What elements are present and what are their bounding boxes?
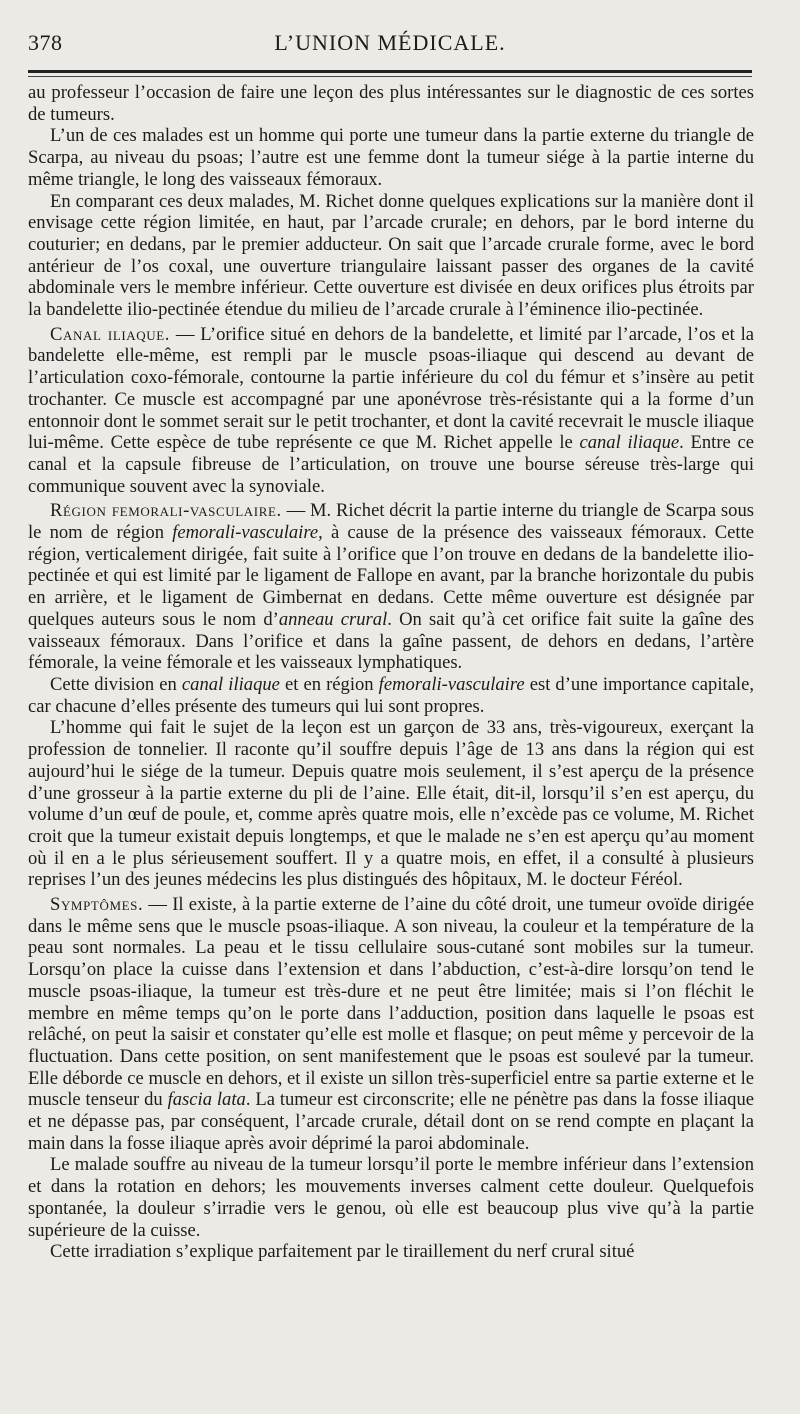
text-run: est d’une importance capitale, car chacune d’elles présente des tumeurs qui lui sont propres. <box>28 673 754 717</box>
text-run: . La tumeur est circonscrite; elle ne pénètre pas dans la fosse iliaque et ne dépasse pas, par conséquent, l’arcade crurale, détail dont on se rend compte en plaçant la main dans la fosse iliaque après avoir déprimé la paroi abdominale. <box>28 1089 754 1154</box>
paragraph-canal-iliaque <box>28 324 754 498</box>
page-number: 378 <box>28 30 63 55</box>
paragraph-continuation: au professeur l’occasion de faire une leçon des plus intéressantes sur le diagnostic de ces sortes de tumeurs. <box>28 82 754 125</box>
paragraph-case-history: L’homme qui fait le sujet de la leçon est un garçon de 33 ans, très-vigoureux, exerçant la profession de tonnelier. Il raconte qu’il souffre depuis l’âge de 13 ans dans la région qui est aujourd’hui le siége de la tumeur. Depuis quatre mois seulement, il s’est aperçu de la présence d’une grosseur à la partie externe du pli de l’aine. Elle était, dit-il, lorsqu’il s’en est aperçu, du volume d’un œuf de poule, et, comme après quatre mois, elle n’excède pas ce volume, M. Richet croit que la tumeur existait depuis longtemps, et que le malade ne s’en est aperçu qu’au moment où il en a le plus sérieusement souffert. Il y a quatre mois, en effet, il a consulté à plusieurs reprises l’un des jeunes médecins les plus distingués des hôpitaux, M. le docteur Féréol. <box>28 717 754 891</box>
paragraph-region-femorali <box>28 500 754 674</box>
header-rule <box>28 70 752 73</box>
text-run: Cette division en <box>50 673 182 695</box>
text-run: — L’orifice situé en dehors de la bandelette, et limité par l’arcade, l’os et la bandelette elle-même, est rempli par le muscle psoas-iliaque qui descend au devant de l’articulation coxo-fémorale, contourne la partie inférieure du col du fémur et s’insère au petit trochanter. Ce muscle est accompagné par une aponévrose très-résistante qui a la forme d’un entonnoir dont le sommet serait sur le petit trochanter, et dont la cavité recevrait le muscle iliaque lui-même. Cette espèce de tube représente ce que M. Richet appelle le <box>28 323 754 454</box>
section-heading-region-femorali: Région femorali-vasculaire. <box>50 500 282 522</box>
italic-term: canal iliaque <box>181 673 280 695</box>
text-run: — M. Richet décrit la partie interne du triangle de Scarpa sous le nom de région <box>28 500 755 544</box>
text-run: . Entre ce canal et la capsule fibreuse de l’articulation, on trouve une bourse séreuse très-large qui communique souvent avec la synoviale. <box>28 432 754 497</box>
article-body <box>28 82 754 1263</box>
paragraph-division <box>28 674 754 717</box>
section-heading-symptomes: Symptômes. <box>50 894 144 916</box>
italic-term: femorali-vasculaire <box>378 673 525 695</box>
text-run: — Il existe, à la partie externe de l’aine du côté droit, une tumeur ovoïde dirigée dans le même sens que le muscle psoas-iliaque. A son niveau, la couleur et la température de la peau sont normales. La peau et le tissu cellulaire sous-cutané sont mobiles sur la tumeur. Lorsqu’on place la cuisse dans l’extension et dans l’abduction, c’est-à-dire lorsqu’on tend le muscle psoas-iliaque, la tumeur est très-dure et ne peut être limitée; mais si l’on fléchit le membre en même temps qu’on le porte dans l’adduction, position dans laquelle le psoas est relâché, on peut la saisir et constater qu’elle est molle et flasque; on peut même y percevoir de la fluctuation. Dans cette position, on sent manifestement que le psoas est soulevé par la tumeur. Elle déborde ce muscle en dehors, et il existe un sillon très-superficiel entre sa partie externe et le muscle tenseur du <box>28 894 754 1111</box>
paragraph-patients: L’un de ces malades est un homme qui porte une tumeur dans la partie externe du triangle de Scarpa, au niveau du psoas; l’autre est une femme dont la tumeur siége à la partie interne du même triangle, le long des vaisseaux fémoraux. <box>28 125 754 190</box>
text-run: et en région <box>279 673 379 695</box>
section-heading-canal-iliaque: Canal iliaque. <box>50 323 171 345</box>
paragraph-region: En comparant ces deux malades, M. Richet donne quelques explications sur la manière dont il envisage cette région limitée, en haut, par l’arcade crurale; en dehors, par le bord interne du couturier; en dedans, par le premier adducteur. On sait que l’arcade crurale forme, avec le bord antérieur de l’os coxal, une ouverture triangulaire laissant passer des organes de la cavité abdominale vers le membre inférieur. Cette ouverture est divisée en deux orifices plus étroits par la bandelette ilio-pectinée étendue du milieu de l’arcade crurale à l’éminence ilio-pectinée. <box>28 190 754 321</box>
paragraph-symptomes <box>28 894 754 1154</box>
paragraph-irradiation: Cette irradiation s’explique parfaitement par le tiraillement du nerf crural situé <box>50 1241 635 1263</box>
journal-title: L’UNION MÉDICALE. <box>274 30 506 55</box>
italic-term: anneau crural <box>278 608 388 630</box>
text-run: . On sait qu’à cet orifice fait suite la gaîne des vaisseaux fémoraux. Dans l’orifice et dans la gaîne passent, de dehors en dedans, l’artère fémorale, la veine fémorale et les vaisseaux lymphatiques. <box>28 608 754 674</box>
italic-term: fascia lata <box>167 1089 246 1111</box>
running-header <box>28 30 752 60</box>
italic-term: canal iliaque <box>579 432 680 454</box>
text-run: , à cause de la présence des vaisseaux fémoraux. Cette région, verticalement dirigée, fait suite à l’orifice que l’on trouve en dedans de la bandelette ilio-pectinée et qui est limité par le ligament de Fallope en avant, par la branche horizontale du pubis en arrière, et le ligament de Gimbernat en dedans. Cette même ouverture est désignée par quelques auteurs sous le nom d’ <box>28 522 755 630</box>
italic-term: femorali-vasculaire <box>172 522 319 544</box>
header-rule-thin <box>28 76 752 77</box>
paragraph-pain: Le malade souffre au niveau de la tumeur lorsqu’il porte le membre inférieur dans l’extension et dans la rotation en dehors; les mouvements inverses calment cette douleur. Quelquefois spontanée, la douleur s’irradie vers le genou, où elle est beaucoup plus vive qu’à la partie supérieure de la cuisse. <box>28 1154 754 1241</box>
